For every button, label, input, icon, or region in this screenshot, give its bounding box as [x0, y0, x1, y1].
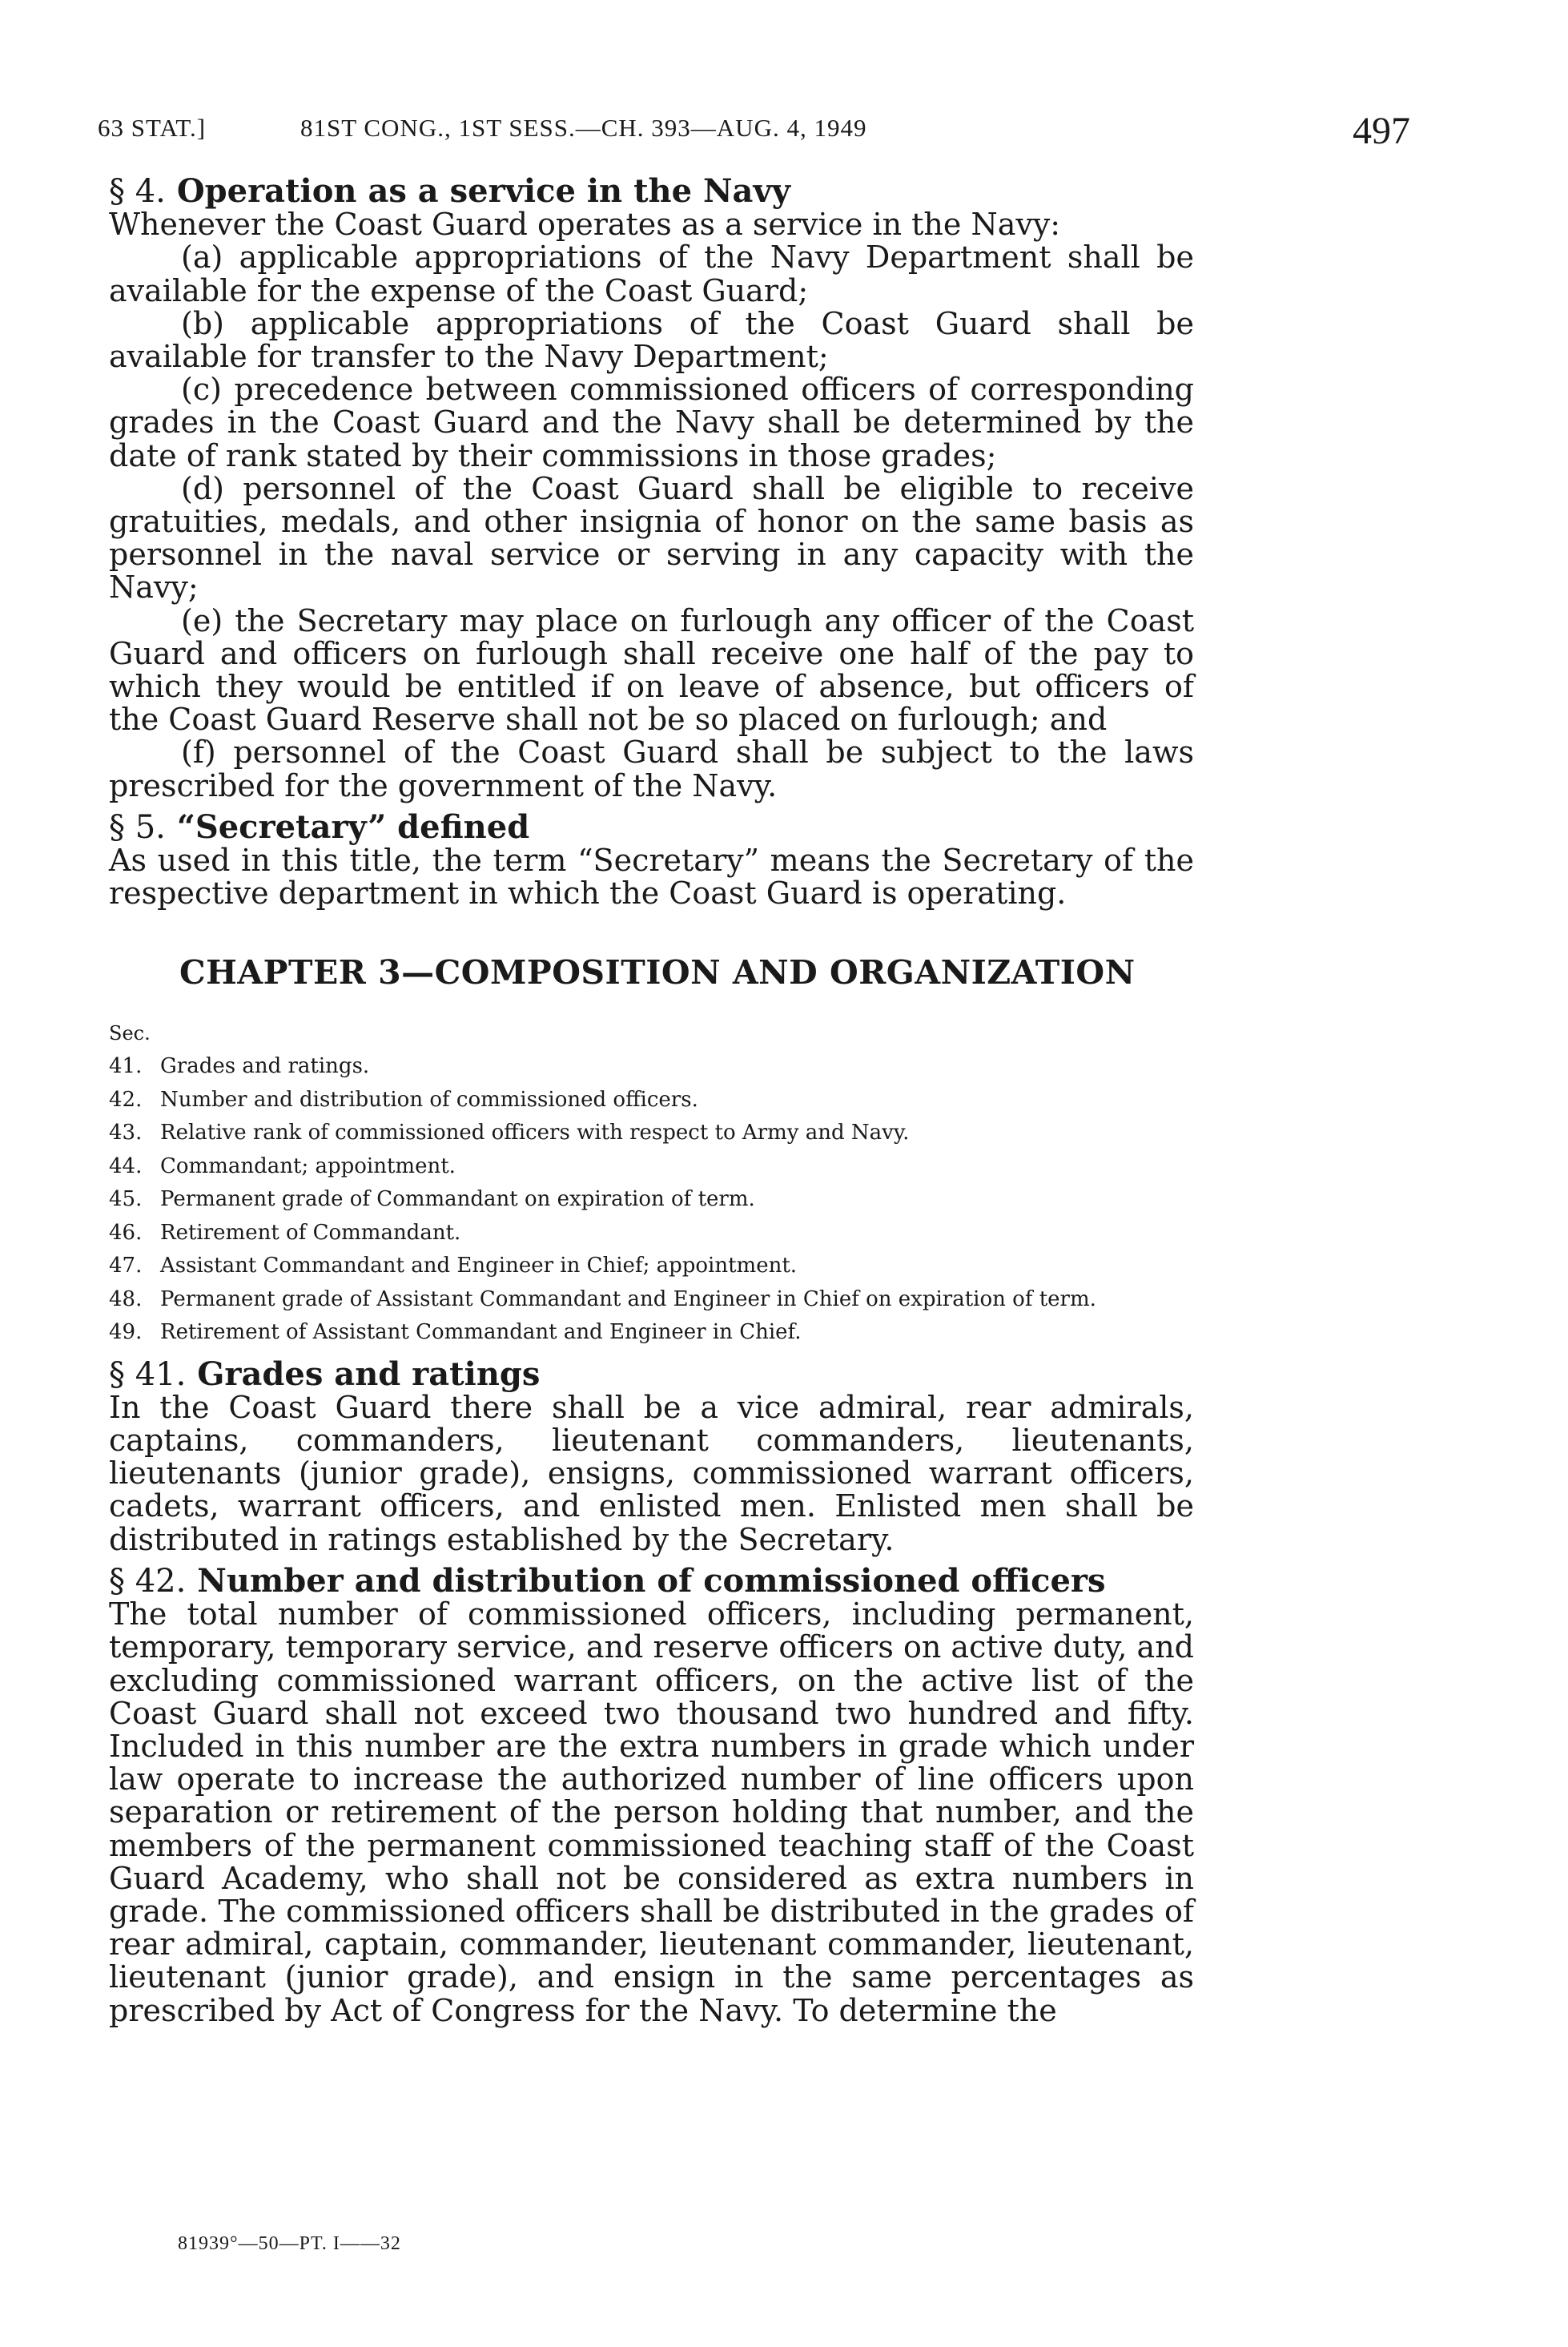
toc-entry-number: 48.: [109, 1286, 143, 1311]
page-number: 497: [1353, 110, 1410, 152]
toc-entry: [109, 1217, 1194, 1250]
toc-entry-title: Commandant; appointment.: [160, 1153, 456, 1178]
section-42-symbol: § 42.: [109, 1562, 187, 1600]
section-4-symbol: § 4.: [109, 173, 166, 210]
toc-entry: [109, 1050, 1194, 1084]
toc-entry-number: 43.: [109, 1121, 143, 1145]
toc-entry: [109, 1250, 1194, 1283]
section-4-intro: Whenever the Coast Guard operates as a service in the Navy:: [109, 207, 1061, 243]
print-code-footer: 81939°—50—PT. I——32: [178, 2233, 401, 2254]
toc-entry-title: Retirement of Assistant Commandant and Engineer in Chief.: [160, 1320, 802, 1345]
toc-entry-title: Grades and ratings.: [160, 1054, 370, 1079]
toc-entry-number: 46.: [109, 1220, 143, 1245]
toc-sec-label: Sec.: [109, 1021, 151, 1045]
section-42-title: Number and distribution of commissioned officers: [197, 1561, 1106, 1600]
section-5-title: “Secretary” defined: [176, 807, 530, 846]
section-4-clauses: [109, 241, 1194, 802]
toc-entry: [109, 1084, 1194, 1117]
section-5-heading: [109, 807, 1194, 846]
section-4-title: Operation as a service in the Navy: [176, 172, 790, 210]
toc-entry-title: Number and distribution of commissioned officers.: [160, 1087, 698, 1112]
toc-entry-number: 47.: [109, 1254, 143, 1278]
clause-c: (c) precedence between commissioned officers of corresponding grades in the Coast Guard and the Navy shall be determined by the date of rank stated by their commissions in those grades;: [109, 372, 1194, 473]
toc-entry-title: Retirement of Commandant.: [160, 1220, 461, 1245]
section-42-heading: [109, 1561, 1194, 1600]
section-5-text: As used in this title, the term “Secretary” means the Secretary of the respective department in which the Coast Guard is operating.: [109, 843, 1194, 912]
toc-entry: [109, 1150, 1194, 1184]
section-41-title: Grades and ratings: [197, 1355, 541, 1393]
session-reference: 81ST CONG., 1ST SESS.—CH. 393—AUG. 4, 1949: [300, 114, 867, 142]
section-42-text: The total number of commissioned officers, including permanent, temporary, temporary service, and reserve officers on active duty, and excluding commissioned warrant officers, on the active list of the Coast Guard shall not exceed two thousand two hundred and fifty. Included in this number are the extra numbers in grade which under law operate to increase the authorized number of line officers upon separation or retirement of the person holding that number, and the members of the permanent commissioned teaching staff of the Coast Guard Academy, who shall not be considered as extra numbers in grade. The commissioned officers shall be distributed in the grades of rear admiral, captain, commander, lieutenant commander, lieutenant, lieutenant (junior grade), and ensign in the same percentages as prescribed by Act of Congress for the Navy. To determine the: [109, 1596, 1194, 2028]
toc-entry-number: 44.: [109, 1153, 143, 1178]
toc-entry-number: 41.: [109, 1054, 143, 1079]
section-41-text: In the Coast Guard there shall be a vice admiral, rear admirals, captains, commanders, lieutenant commanders, lieutenants, lieutenants (junior grade), ensigns, commissioned warrant officers, cadets, warrant officers, and enlisted men. Enlisted men shall be distributed in ratings established by the Secretary.: [109, 1389, 1194, 1557]
toc-entry-title: Assistant Commandant and Engineer in Chief; appointment.: [160, 1254, 798, 1278]
toc-entry-title: Relative rank of commissioned officers with respect to Army and Navy.: [160, 1121, 910, 1145]
toc-entry-title: Permanent grade of Commandant on expiration of term.: [160, 1187, 755, 1212]
page-body: [109, 172, 1194, 2028]
toc-entry: [109, 1183, 1194, 1217]
toc-entry: [109, 1316, 1194, 1350]
toc-entry-number: 42.: [109, 1087, 143, 1112]
section-4-heading: [109, 172, 1194, 210]
section-5-symbol: § 5.: [109, 808, 166, 846]
chapter-title: CHAPTER 3—COMPOSITION AND ORGANIZATION: [179, 953, 1136, 992]
toc-entry-number: 45.: [109, 1187, 143, 1212]
chapter-table-of-contents: [109, 1017, 1194, 1350]
section-41-symbol: § 41.: [109, 1355, 187, 1393]
section-41-heading: [109, 1355, 1194, 1393]
toc-entry: [109, 1283, 1194, 1317]
statute-reference: 63 STAT.]: [98, 114, 207, 142]
clause-b: (b) applicable appropriations of the Coast Guard shall be available for transfer to the Navy Department;: [109, 305, 1194, 375]
clause-d: (d) personnel of the Coast Guard shall be eligible to receive gratuities, medals, and other insignia of honor on the same basis as personnel in the naval service or serving in any capacity with the Navy;: [109, 470, 1194, 606]
clause-f: (f) personnel of the Coast Guard shall be subject to the laws prescribed for the government of the Navy.: [109, 735, 1194, 803]
toc-entry: [109, 1117, 1194, 1150]
clause-a: (a) applicable appropriations of the Navy Department shall be available for the expense of the Coast Guard;: [109, 240, 1194, 308]
toc-entry-number: 49.: [109, 1320, 143, 1345]
toc-entry-title: Permanent grade of Assistant Commandant and Engineer in Chief on expiration of term.: [160, 1286, 1096, 1311]
clause-e: (e) the Secretary may place on furlough any officer of the Coast Guard and officers on furlough shall receive one half of the pay to which they would be entitled if on leave of absence, but officers of the Coast Guard Reserve shall not be so placed on furlough; and: [109, 602, 1194, 738]
